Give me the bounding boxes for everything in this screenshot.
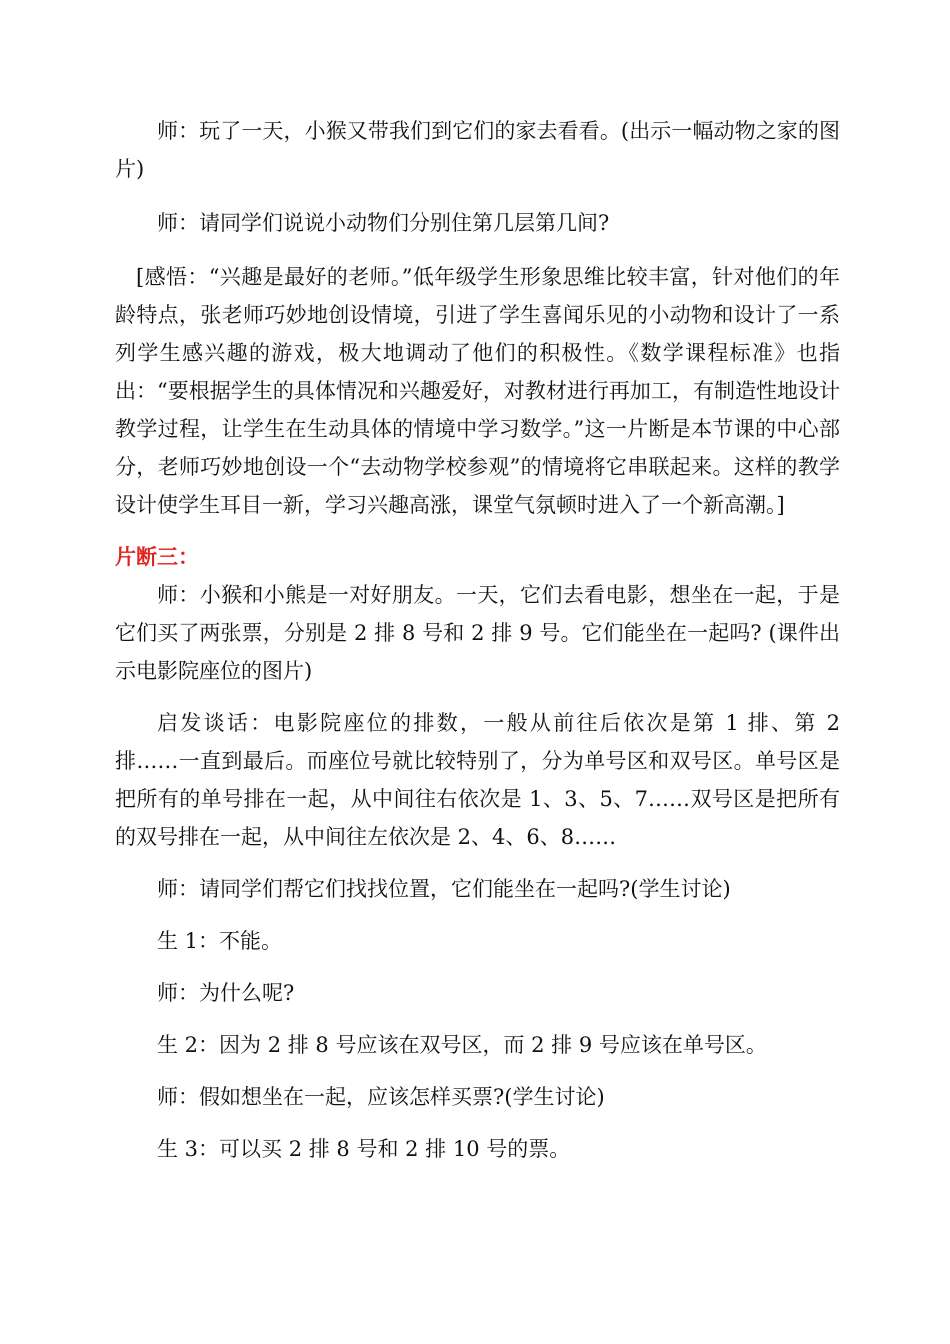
section-heading-fragment-three: 片断三： bbox=[115, 545, 199, 569]
paragraph-teacher-find-seats: 师：请同学们帮它们找找位置，它们能坐在一起吗?(学生讨论) bbox=[157, 877, 731, 901]
paragraph-teacher-how-to-buy: 师：假如想坐在一起，应该怎样买票?(学生讨论) bbox=[157, 1085, 605, 1109]
paragraph-teacher-why: 师：为什么呢? bbox=[157, 981, 295, 1005]
paragraph-student3-answer: 生 3：可以买 2 排 8 号和 2 排 10 号的票。 bbox=[157, 1137, 571, 1161]
paragraph-reflection: [感悟：“兴趣是最好的老师。”低年级学生形象思维比较丰富，针对他们的年龄特点，张老师巧妙地创设情境，引进了学生喜闻乐见的小动物和设计了一系列学生感兴趣的游戏，极大地调动了他们的积极性。《数学课程标准》也指出：“要根据学生的具体情况和兴趣爱好，对教材进行再加工，有制造性地设计教学过程，让学生在生动具体的情境中学习数学。”这一片断是本节课的中心部分，老师巧妙地创设一个“去动物学校参观”的情境将它串联起来。这样的教学设计使学生耳目一新，学习兴趣高涨，课堂气氛顿时进入了一个新高潮。] bbox=[115, 265, 840, 517]
paragraph-student2-answer: 生 2：因为 2 排 8 号应该在双号区，而 2 排 9 号应该在单号区。 bbox=[157, 1033, 767, 1057]
paragraph-monkey-bear-tickets: 师：小猴和小熊是一对好朋友。一天，它们去看电影，想坐在一起，于是它们买了两张票，分别是 2 排 8 号和 2 排 9 号。它们能坐在一起吗? (课件出示电影院座位的图片) bbox=[115, 583, 840, 683]
paragraph-teacher-question-floors: 师：请同学们说说小动物们分别住第几层第几间? bbox=[157, 211, 610, 235]
document-page bbox=[115, 112, 840, 1168]
paragraph-cinema-seating-explanation: 启发谈话：电影院座位的排数，一般从前往后依次是第 1 排、第 2 排……一直到最后。而座位号就比较特别了，分为单号区和双号区。单号区是把所有的单号排在一起，从中间往右依次是 1、3、5、7……双号区是把所有的双号排在一起，从中间往左依次是 2、4、6、8…… bbox=[115, 711, 840, 849]
paragraph-teacher-visit-home: 师：玩了一天，小猴又带我们到它们的家去看看。(出示一幅动物之家的图片) bbox=[115, 119, 840, 181]
paragraph-student1-answer: 生 1：不能。 bbox=[157, 929, 283, 953]
